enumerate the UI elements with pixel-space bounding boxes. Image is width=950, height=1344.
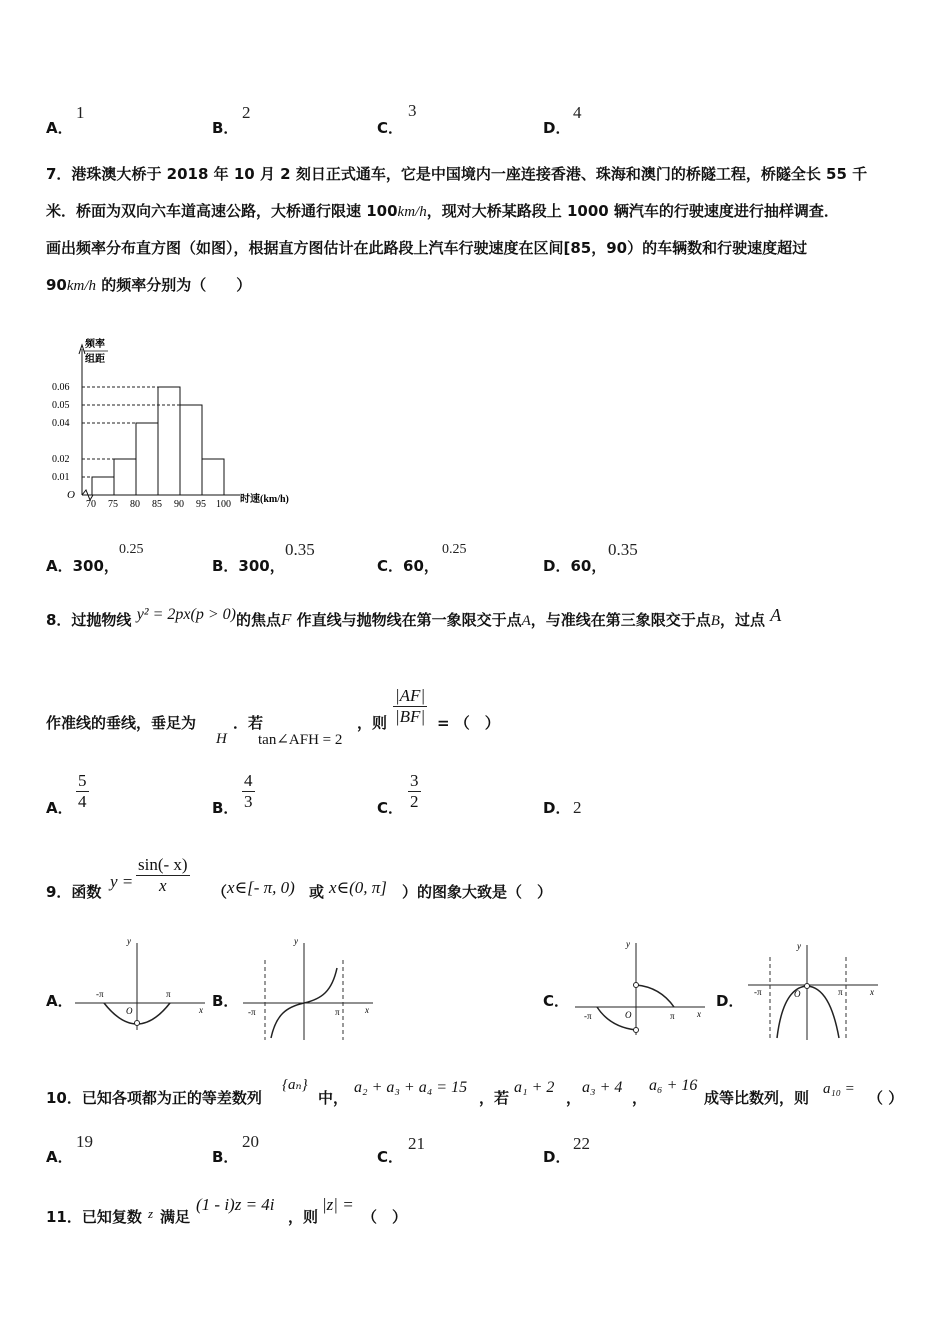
q10-mid3: 成等比数列，则 (704, 1089, 810, 1107)
q8-option-c-label: C． (377, 799, 404, 817)
histogram-bar-75-80 (114, 459, 136, 495)
q7-option-c-label: C．60， (377, 557, 439, 575)
x-tick-95: 95 (196, 499, 206, 510)
q10-option-c-value: 21 (408, 1134, 425, 1153)
q8-option-b-label: B． (212, 799, 239, 817)
q10-option-d-label: D． (543, 1148, 571, 1166)
q8-tan-condition: tan∠AFH = 2 (258, 732, 343, 748)
q8-mid3: ，与准线在第三象限交于点 (530, 611, 711, 629)
q9-suffix: ）的图象大致是（ ） (402, 883, 553, 901)
q10-mid1: 中， (318, 1089, 349, 1107)
q9-graph-c (570, 935, 710, 1045)
q7-line3: 画出频率分布直方图（如图），根据直方图估计在此路段上汽车行驶速度在区间[85，90）的车辆数和行驶速度超过 (46, 239, 808, 257)
graph-d-y-label: y (797, 941, 801, 951)
y-label-top: 频率 (85, 339, 105, 350)
q6-option-c-value: 3 (408, 101, 417, 120)
q9-y-equals: y = (110, 872, 134, 891)
q8-ratio-fraction (393, 686, 427, 727)
q8-ratio-numerator: |AF| (395, 686, 426, 705)
q9-graph-b (238, 935, 378, 1045)
q8-point-h: H (216, 731, 227, 747)
q6-option-c-label: C． (377, 119, 404, 137)
q10-comma-1: ， (566, 1089, 582, 1107)
q8-line2-a: 作准线的垂线，垂足为 (46, 714, 197, 732)
q8-line2-c: ，则 (357, 714, 388, 732)
graph-d-hole (805, 984, 810, 989)
q10-target: a₁₀ = (823, 1081, 855, 1097)
q8-option-d-label: D． (543, 799, 571, 817)
q7-option-b-label: B．300， (212, 557, 285, 575)
graph-c-neg-pi: -π (584, 1011, 592, 1021)
x-tick-90: 90 (174, 499, 184, 510)
x-tick-100: 100 (216, 499, 231, 510)
q8-line2-b: ．若 (233, 714, 264, 732)
q8-option-c-den: 2 (410, 792, 419, 811)
histogram-bar-80-85 (136, 423, 158, 495)
q8-line1 (46, 604, 781, 636)
graph-b-y-label: y (294, 936, 298, 946)
graph-c-hole-bottom (634, 1028, 639, 1033)
q9-option-d-label: D． (716, 992, 744, 1010)
q8-option-b-fraction (242, 771, 255, 812)
q7-line4-a: 90 (46, 276, 67, 294)
q8-option-a-label: A． (46, 799, 73, 817)
q9-function-fraction (136, 855, 190, 896)
q9-option-a-label: A． (46, 992, 73, 1010)
q8-mid1: 的焦点 (235, 611, 281, 629)
q9-option-b-label: B． (212, 992, 239, 1010)
q8-ratio-denominator: |BF| (395, 707, 426, 726)
q8-option-c-fraction (408, 771, 421, 812)
y-tick-0.04: 0.04 (52, 418, 70, 429)
graph-c-curve-right (636, 985, 674, 1007)
q8-parabola-equation: y² = 2px(p > 0) (136, 606, 236, 623)
q7-line4-b: 的频率分别为（ ） (96, 276, 252, 294)
graph-b-neg-pi: -π (248, 1007, 256, 1017)
q8-option-b-den: 3 (244, 792, 253, 811)
q7-option-a-label: A．300， (46, 557, 119, 575)
x-tick-75: 75 (108, 499, 118, 510)
q7-option-c-value: 0.25 (442, 542, 467, 557)
q8-option-c-num: 3 (410, 771, 419, 790)
q11-mid: 满足 (160, 1208, 191, 1226)
q10-option-b-value: 20 (242, 1132, 259, 1151)
q9-option-c-label: C． (543, 992, 570, 1010)
x-tick-85: 85 (152, 499, 162, 510)
q10-term-3: a₆ + 16 (649, 1077, 698, 1094)
q6-option-d-value: 4 (573, 103, 582, 122)
q8-option-a-num: 5 (78, 771, 87, 790)
q7-unit-2: km/h (66, 278, 97, 294)
histogram-chart (40, 335, 320, 510)
q7-option-d-value: 0.35 (608, 540, 638, 559)
q7-option-a-value: 0.25 (119, 542, 144, 557)
graph-b-x-label: x (365, 1005, 369, 1015)
q10-mid2: ，若 (479, 1089, 510, 1107)
x-axis-label: 时速(km/h) (240, 494, 289, 505)
q9-function-numerator: sin(- x) (138, 855, 188, 874)
q7-option-b-value: 0.35 (285, 540, 315, 559)
q10-option-a-label: A． (46, 1148, 73, 1166)
q6-option-d-label: D． (543, 119, 571, 137)
q10-term-2: a₃ + 4 (582, 1079, 623, 1096)
q8-mid4: ，过点 (719, 611, 765, 629)
q7-line1: 7．港珠澳大桥于 2018 年 10 月 2 刻日正式通车，它是中国境内一座连接香港、珠海和澳门的桥隧工程，桥隧全长 55 千 (46, 165, 868, 183)
y-tick-0.06: 0.06 (52, 382, 70, 393)
graph-c-x-label: x (697, 1009, 701, 1019)
graph-a-neg-pi: -π (96, 989, 104, 999)
q9-interval-1: x∈[- π, 0) (227, 878, 295, 897)
graph-d-neg-pi: -π (754, 987, 762, 997)
graph-a-pi: π (166, 989, 171, 999)
graph-d-pi: π (838, 987, 843, 997)
y-tick-0.01: 0.01 (52, 472, 70, 483)
q8-mid2: 作直线与抛物线在第一象限交于点 (291, 611, 522, 629)
graph-d-curve (777, 986, 839, 1038)
q8-option-b-num: 4 (244, 771, 253, 790)
q8-point-b: B (710, 613, 720, 629)
q8-prefix: 8．过抛物线 (46, 611, 132, 629)
y-tick-0.02: 0.02 (52, 454, 70, 465)
q9-graph-a (70, 935, 210, 1035)
graph-d-origin: O (794, 989, 801, 999)
graph-a-origin: O (126, 1006, 133, 1016)
q6-option-a-value: 1 (76, 103, 85, 122)
q10-prefix: 10．已知各项都为正的等差数列 (46, 1089, 262, 1107)
q7-line2-b: ，现对大桥某路段上 1000 辆汽车的行驶速度进行抽样调查． (426, 202, 839, 220)
q8-point-f: F (280, 610, 292, 629)
graph-c-y-label: y (626, 939, 630, 949)
q10-option-c-label: C． (377, 1148, 404, 1166)
histogram-bar-95-100 (202, 459, 224, 495)
q6-option-a-label: A． (46, 119, 73, 137)
q10-comma-2: ， (632, 1089, 648, 1107)
q7-option-d-label: D．60， (543, 557, 607, 575)
histogram-bar-70-75 (92, 477, 114, 495)
q10-option-b-label: B． (212, 1148, 239, 1166)
q8-option-d-value: 2 (573, 798, 582, 817)
histogram-bar-85-90 (158, 387, 180, 495)
q7-line2 (46, 200, 839, 221)
q10-option-d-value: 22 (573, 1134, 590, 1153)
q10-option-a-value: 19 (76, 1132, 93, 1151)
q7-line4 (46, 274, 251, 295)
graph-a-y-label: y (127, 936, 131, 946)
q8-point-a-2: A (770, 605, 782, 625)
q9-interval-2: x∈(0, π] (329, 878, 387, 897)
histogram-bar-90-95 (180, 405, 202, 495)
q11-z: z (148, 1206, 154, 1221)
q6-option-b-label: B． (212, 119, 239, 137)
q8-option-a-fraction (76, 771, 89, 812)
q9-graph-d (743, 935, 883, 1045)
q10-sum-condition: a₂ + a₃ + a₄ = 15 (354, 1079, 468, 1096)
x-tick-70: 70 (86, 499, 96, 510)
q11-prefix: 11．已知复数 (46, 1208, 142, 1226)
graph-c-pi: π (670, 1011, 675, 1021)
q9-or: 或 (309, 883, 325, 901)
q6-option-b-value: 2 (242, 103, 251, 122)
graph-c-hole-top (634, 983, 639, 988)
q9-domain-open: （ (212, 883, 228, 901)
q11-suffix: （ ） (362, 1208, 408, 1226)
y-label-bottom: 组距 (85, 354, 105, 365)
q9-prefix: 9．函数 (46, 883, 102, 901)
graph-b-pi: π (335, 1007, 340, 1017)
q11-equation: (1 - i)z = 4i (196, 1195, 275, 1214)
graph-a-hole (135, 1021, 140, 1026)
q8-line2-d: = （ ） (437, 714, 500, 732)
q7-line2-a: 米．桥面为双向六车道高速公路，大桥通行限速 100 (46, 202, 398, 220)
q7-unit: km/h (397, 204, 427, 220)
graph-d-x-label: x (870, 987, 874, 997)
origin-label: O (67, 489, 75, 501)
q10-suffix: （ ） (868, 1089, 904, 1107)
x-tick-80: 80 (130, 499, 140, 510)
q8-option-a-den: 4 (78, 792, 87, 811)
q8-point-a: A (521, 613, 531, 629)
y-tick-0.05: 0.05 (52, 400, 70, 411)
q11-abs-z: |z| = (322, 1195, 354, 1214)
q9-function-denominator: x (159, 876, 167, 895)
graph-c-origin: O (625, 1010, 632, 1020)
q10-sequence: {aₙ} (282, 1077, 308, 1093)
q10-term-1: a₁ + 2 (514, 1079, 555, 1096)
graph-a-x-label: x (199, 1005, 203, 1015)
q11-mid2: ，则 (288, 1208, 319, 1226)
